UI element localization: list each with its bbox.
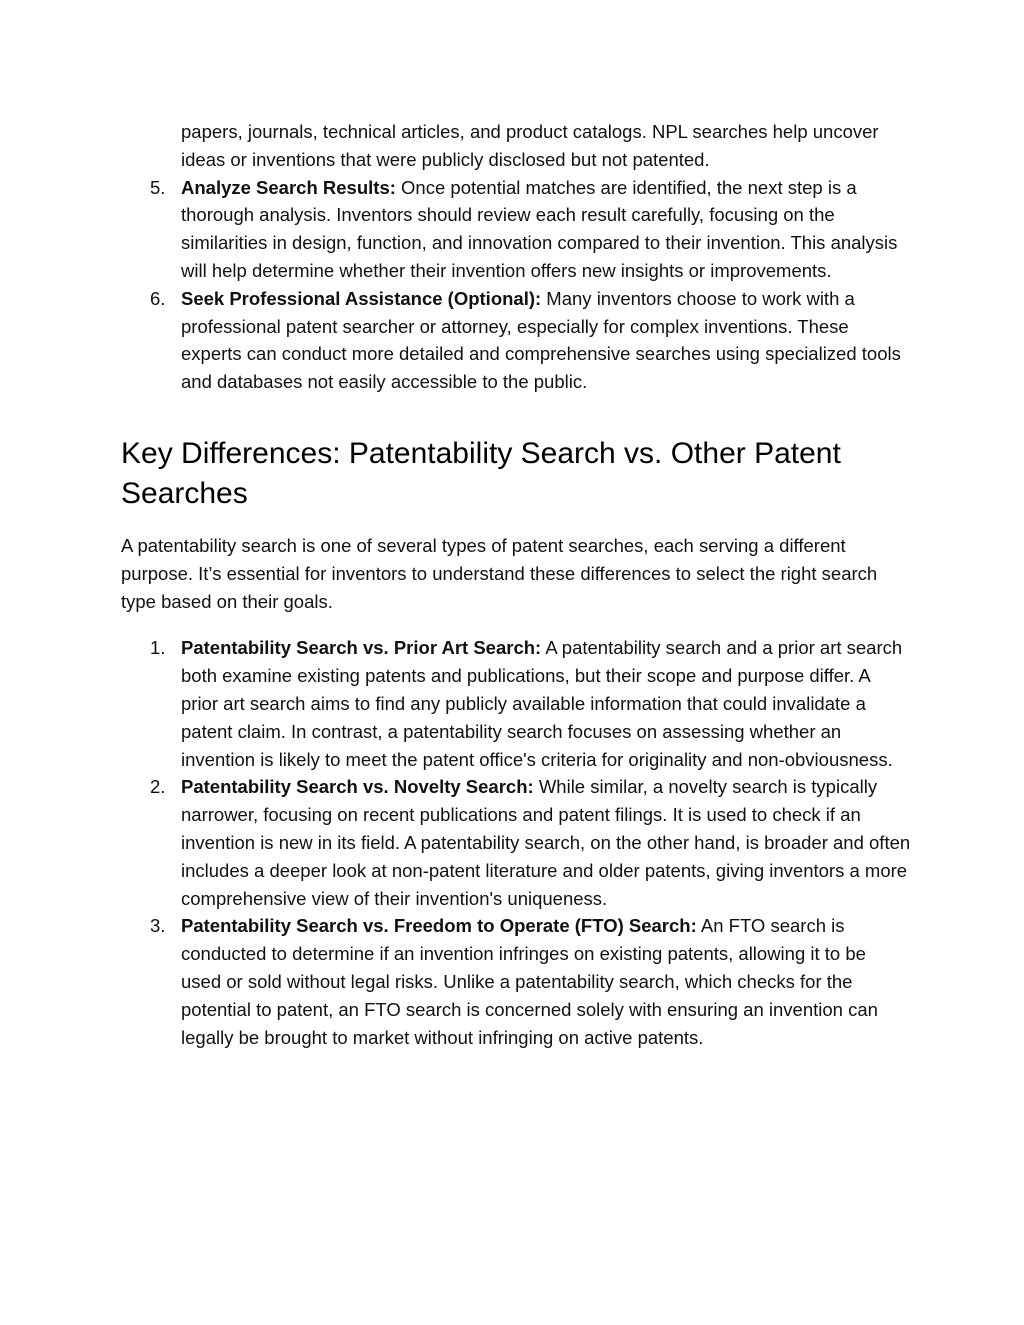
list-item-analyze-results [121, 174, 911, 285]
list-item-number: 1. [150, 637, 166, 659]
list-item-text: Once potential matches are identified, the next step is a thorough analysis. Inventors should review each result carefully, focusing on the similarities in design, function, and innovation compared to their invention. This analysis will help determine whether their invention offers new insights or improvements. [181, 176, 898, 281]
list-item-fto [121, 912, 911, 1051]
document-page [121, 118, 911, 1051]
list-item-lead: Seek Professional Assistance (Optional): [181, 287, 542, 309]
list-item-text: A patentability search and a prior art search both examine existing patents and publications, but their scope and purpose differ. A prior art search aims to find any publicly available information that could invalidate a patent claim. In contrast, a patentability search focuses on assessing whether an invention is likely to meet the patent office's criteria for originality and non-obviousness. [181, 637, 903, 770]
list-item-text: While similar, a novelty search is typically narrower, focusing on recent publications and patent filings. It is used to check if an invention is new in its field. A patentability search, on the other hand, is broader and often includes a deeper look at non-patent literature and older patents, giving inventors a more comprehensive view of their invention's uniqueness. [181, 776, 911, 909]
list-item-text: An FTO search is conducted to determine if an invention infringes on existing patents, allowing it to be used or sold without legal risks. Unlike a patentability search, which checks for the potential to patent, an FTO search is concerned solely with ensuring an invention can legally be brought to market without infringing on active patents. [181, 915, 878, 1048]
list-item-number: 6. [150, 287, 166, 309]
list-item-text: papers, journals, technical articles, and product catalogs. NPL searches help uncover ideas or inventions that were publicly disclosed but not patented. [181, 121, 879, 170]
list-item-lead: Patentability Search vs. Freedom to Operate (FTO) Search: [181, 915, 697, 937]
list-item-lead: Analyze Search Results: [181, 176, 396, 198]
list-item-number: 2. [150, 776, 166, 798]
list-item-professional-assistance [121, 285, 911, 396]
list-item-number: 5. [150, 176, 166, 198]
search-steps-list [121, 118, 911, 396]
list-item-text: Many inventors choose to work with a professional patent searcher or attorney, especially for complex inventions. These experts can conduct more detailed and comprehensive searches using specialized tools and databases not easily accessible to the public. [181, 287, 901, 393]
list-item-lead: Patentability Search vs. Prior Art Search: [181, 637, 542, 659]
comparison-list [121, 634, 911, 1051]
list-item-prior-art [121, 634, 911, 773]
intro-paragraph: A patentability search is one of several types of patent searches, each serving a different purpose. It’s essential for inventors to understand these differences to select the right search type based on their goals. [121, 534, 878, 612]
list-item-number: 3. [150, 915, 166, 937]
list-item-continuation [121, 118, 911, 174]
section-heading: Key Differences: Patentability Search vs. Other Patent Searches [121, 436, 841, 510]
list-item-lead: Patentability Search vs. Novelty Search: [181, 776, 534, 798]
list-item-novelty [121, 773, 911, 912]
